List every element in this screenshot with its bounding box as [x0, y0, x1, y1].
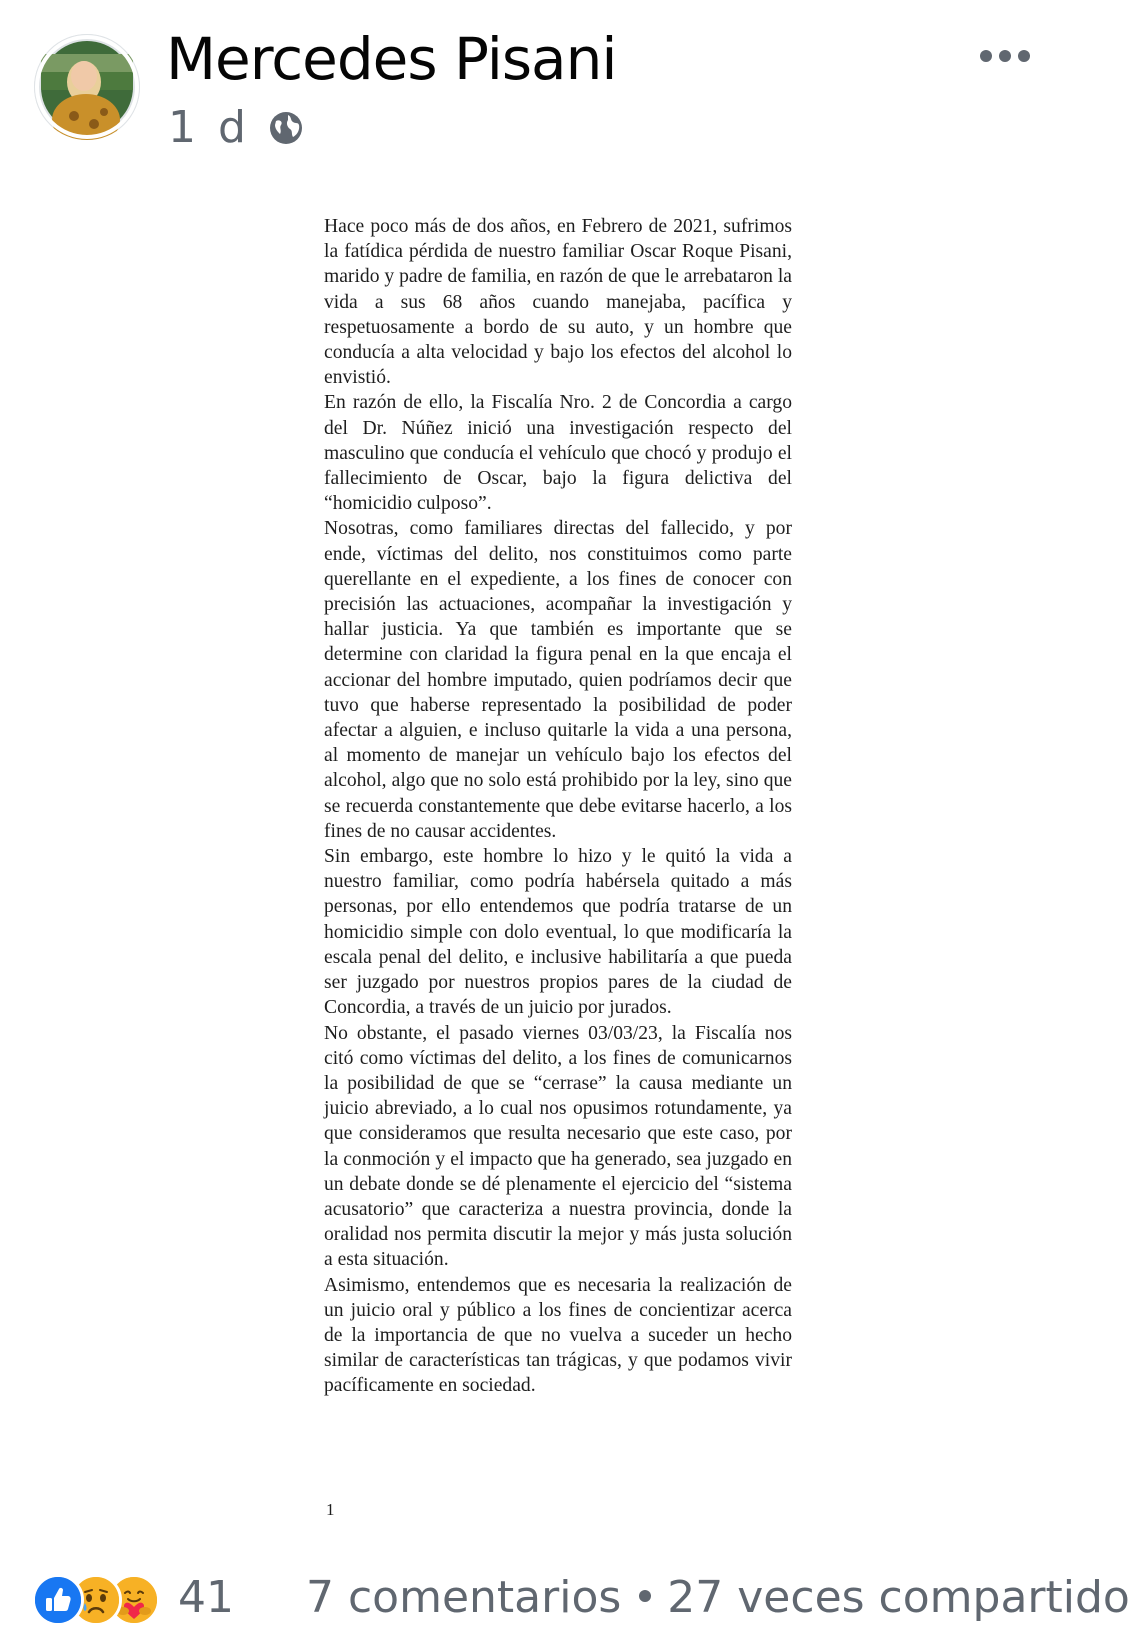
post-time[interactable]: 1 d — [168, 102, 250, 153]
separator-dot — [639, 1590, 651, 1602]
shares-link[interactable]: 27 veces compartido — [667, 1572, 1130, 1623]
more-options-button[interactable] — [980, 40, 1036, 70]
reactions-summary[interactable] — [32, 1574, 172, 1624]
reaction-count[interactable]: 41 — [178, 1572, 234, 1623]
document-paragraph: Nosotras, como familiares directas del fallecido, y por ende, víctimas del delito, nos constituimos como parte querellante en el expediente, a los fines de conocer con precisión las actuaciones, acompañar la investigación y hallar justicia. Ya que también es importante que se determine con claridad la figura penal en la que encaja el accionar del hombre imputado, quien podríamos decir que tuvo que haberse representado la posibilidad de poder afectar a alguien, e incluso quitarle la vida a una persona, al momento de manejar un vehículo bajo los efectos del alcohol, algo que no solo está prohibido por la ley, sino que se recuerda constantemente que debe evitarse hacerlo, a los fines de no causar accidentes. — [324, 518, 792, 842]
document-image-text[interactable] — [324, 214, 792, 1399]
document-paragraph: En razón de ello, la Fiscalía Nro. 2 de Concordia a cargo del Dr. Núñez inició una investigación respecto del masculino que conducía el vehículo que chocó y produjo el fallecimiento de Oscar, bajo la figura delictiva del “homicidio culposo”. — [324, 392, 792, 515]
more-horizontal-icon — [999, 50, 1011, 62]
like-icon — [32, 1574, 84, 1626]
avatar-photo — [34, 34, 140, 140]
more-horizontal-icon — [1018, 50, 1030, 62]
globe-icon — [268, 110, 304, 146]
document-paragraph: Sin embargo, este hombre lo hizo y le quitó la vida a nuestro familiar, como podría habérsela quitado a más personas, por ello entendemos que podría tratarse de un homicidio simple con dolo eventual, lo que modificaría la escala penal del delito, e inclusive habilitaría a que pueda ser juzgado por nuestros propios pares de la ciudad de Concordia, a través de un juicio por jurados. — [324, 846, 792, 1019]
more-horizontal-icon — [980, 50, 992, 62]
post-header — [0, 0, 1080, 160]
author-avatar[interactable] — [34, 34, 140, 140]
engagement-summary — [306, 1568, 1130, 1628]
document-paragraph: Asimismo, entendemos que es necesaria la realización de un juicio oral y público a los fines de concientizar acerca de la importancia de que no vuelva a suceder un hecho similar de características tan trágicas, y que podamos vivir pacíficamente en sociedad. — [324, 1274, 792, 1397]
author-name[interactable]: Mercedes Pisani — [166, 25, 617, 93]
comments-link[interactable]: 7 comentarios — [306, 1572, 622, 1623]
document-paragraph: Hace poco más de dos años, en Febrero de 2021, sufrimos la fatídica pérdida de nuestro familiar Oscar Roque Pisani, marido y padre de familia, en razón de que le arrebataron la vida a sus 68 años cuando manejaba, pacífica y respetuosamente a bordo de su auto, y un hombre que conducía a alta velocidad y bajo los efectos del alcohol lo envistió. — [324, 216, 792, 389]
post-footer — [0, 1568, 1130, 1632]
document-paragraph: No obstante, el pasado viernes 03/03/23, la Fiscalía nos citó como víctimas del delito, a los fines de comunicarnos la posibilidad de que se “cerrase” la causa mediante un juicio abreviado, a lo cual nos opusimos rotundamente, ya que consideramos que resulta necesario que este caso, por la conmoción y el impacto que ha generado, sea juzgado en un debate donde se dé plenamente el ejercicio del “sistema acusatorio” que caracteriza a nuestra provincia, donde la oralidad nos permita discutir la mejor y más justa solución a esta situación. — [324, 1022, 792, 1271]
document-page-number: 1 — [326, 1500, 335, 1519]
